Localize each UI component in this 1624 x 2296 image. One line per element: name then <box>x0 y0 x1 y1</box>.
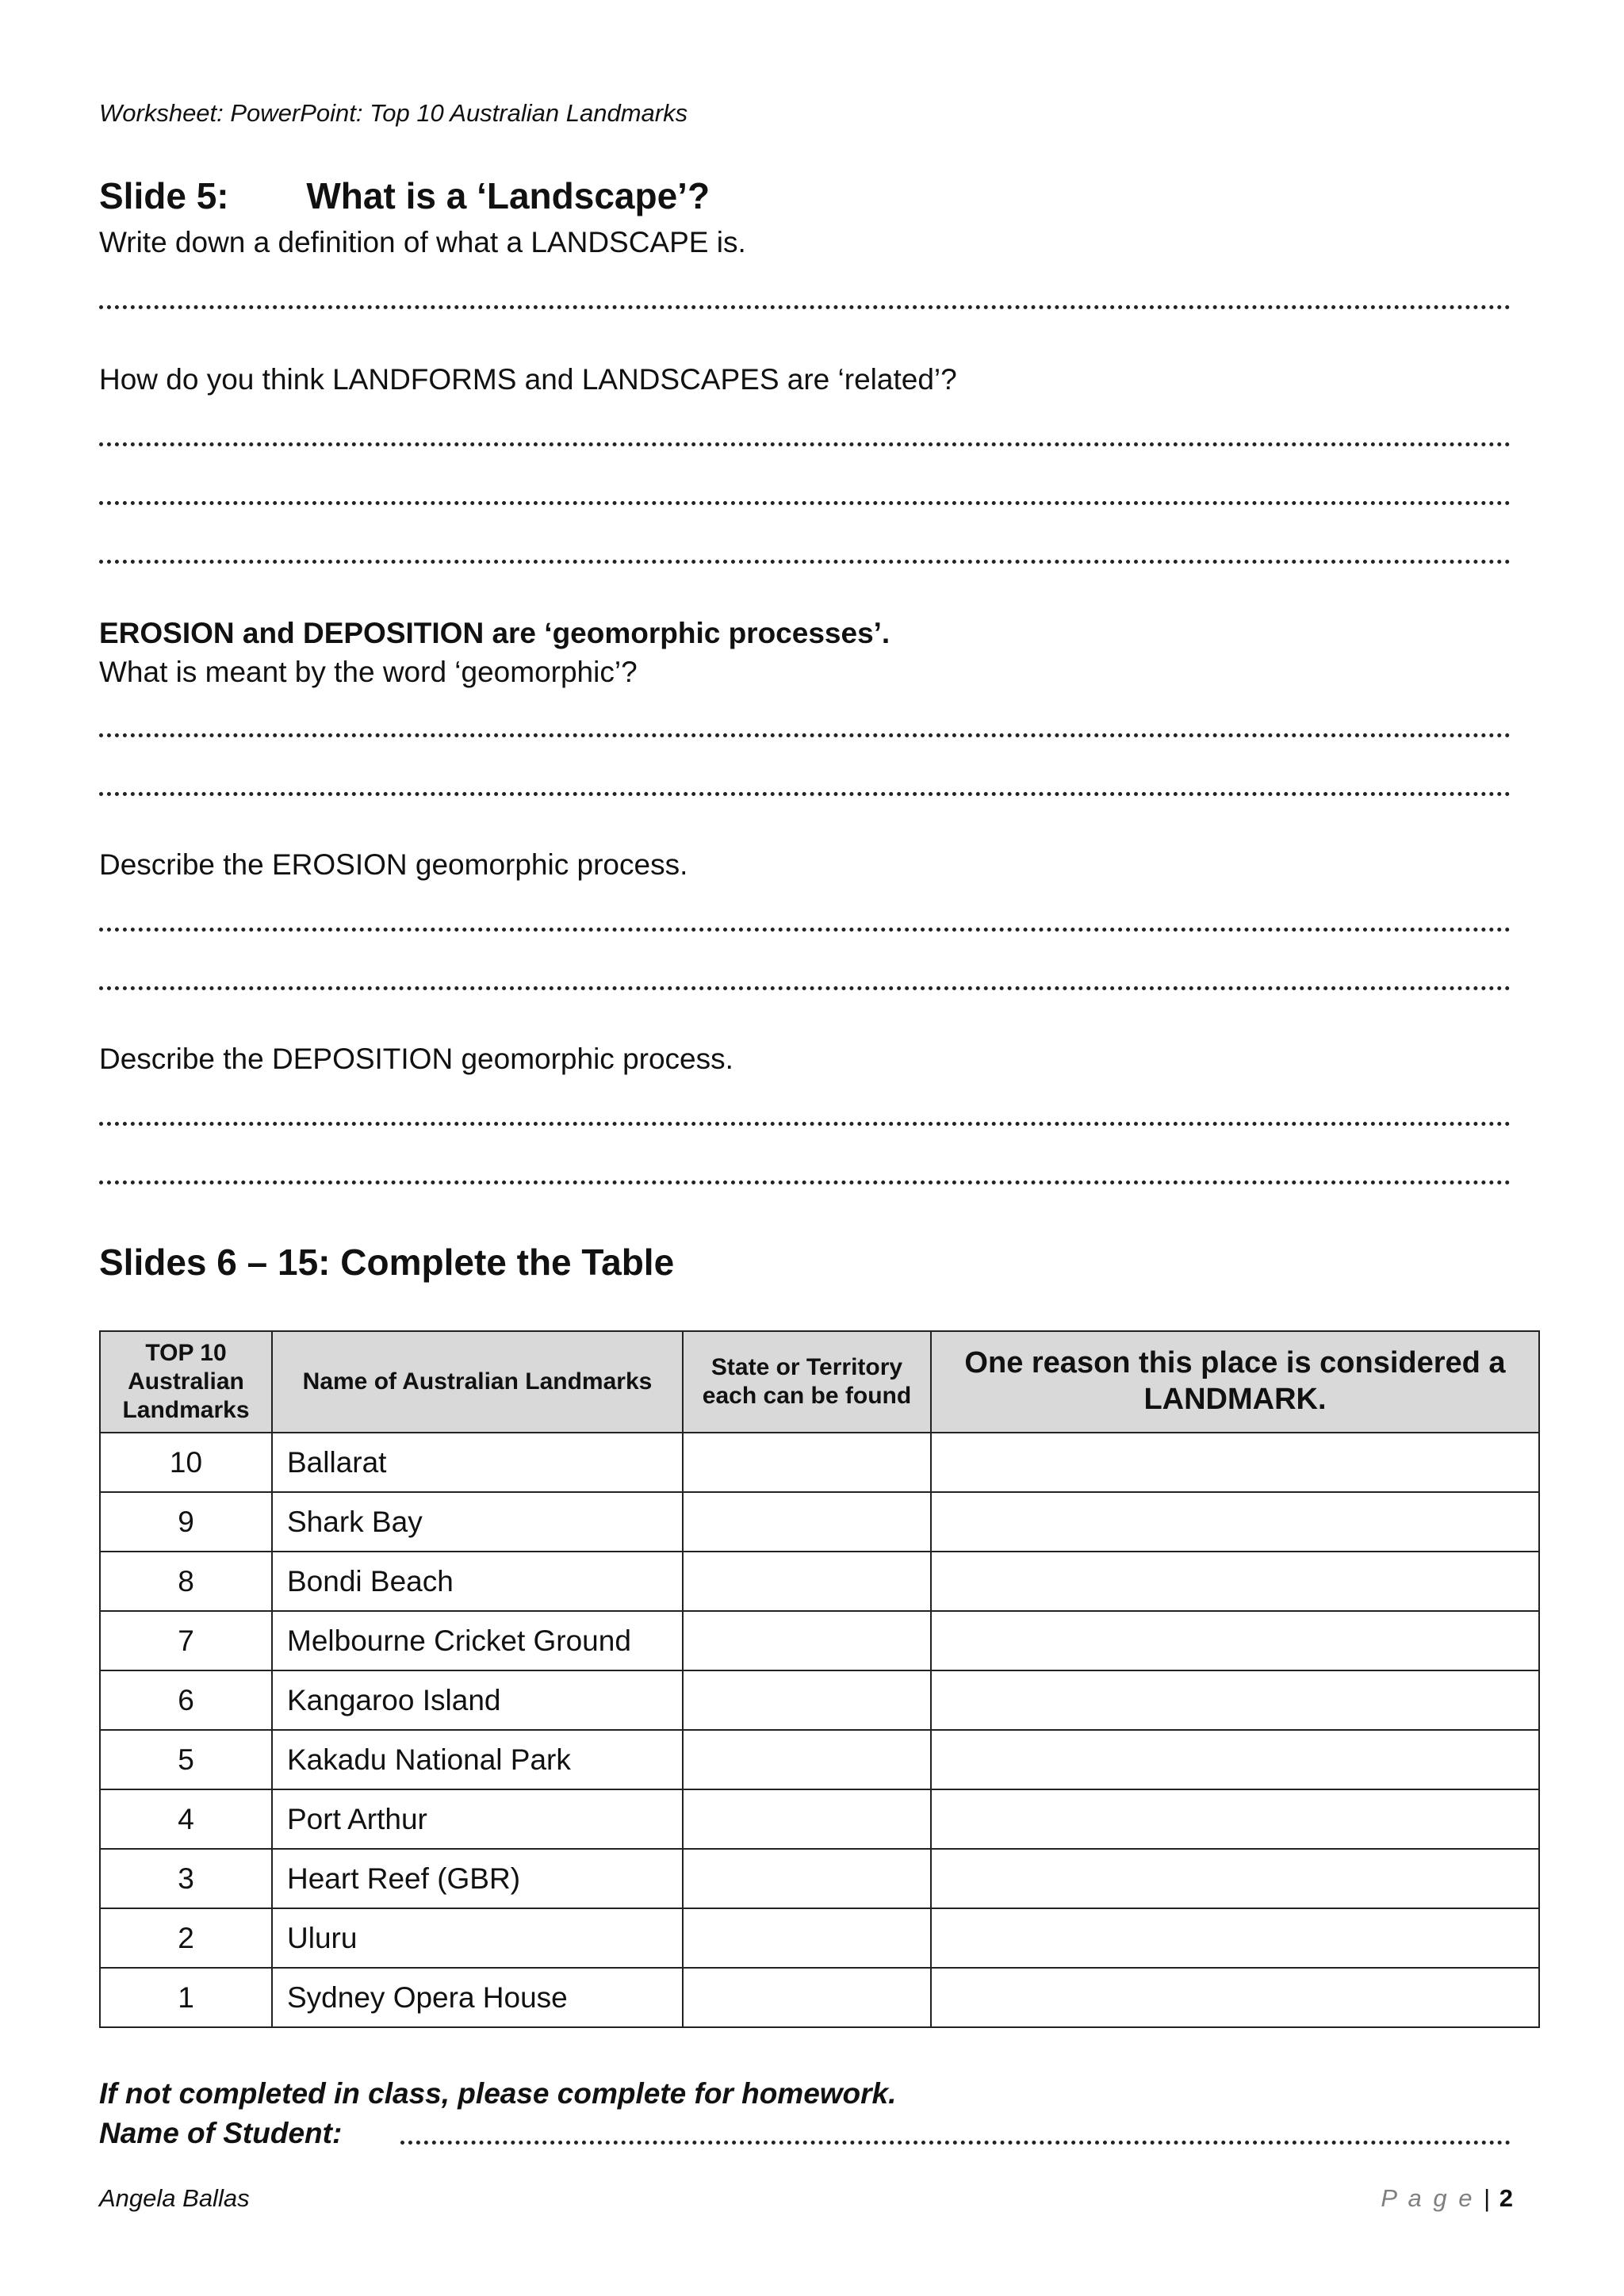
reason-cell[interactable] <box>931 1492 1539 1552</box>
question-landscape-definition: Write down a definition of what a LANDSCAPE is. <box>99 226 746 258</box>
landmarks-table <box>99 1330 1540 2028</box>
student-name-label: Name of Student: <box>99 2117 343 2149</box>
rank-cell: 9 <box>100 1492 272 1552</box>
geomorphic-processes-statement: EROSION and DEPOSITION are ‘geomorphic processes’. <box>99 617 891 649</box>
state-cell[interactable] <box>683 1789 931 1849</box>
answer-line[interactable] <box>99 928 1511 932</box>
homework-note: If not completed in class, please complete for homework. <box>99 2077 897 2110</box>
landmark-name-cell: Kakadu National Park <box>272 1730 683 1789</box>
answer-line[interactable] <box>99 792 1511 796</box>
table-row <box>100 1552 1539 1611</box>
page-indicator: P a g e | 2 <box>1381 2184 1513 2212</box>
rank-cell: 5 <box>100 1730 272 1789</box>
landmark-name-cell: Uluru <box>272 1908 683 1968</box>
page-label: P a g e <box>1381 2184 1475 2212</box>
table-row <box>100 1433 1539 1492</box>
reason-cell[interactable] <box>931 1968 1539 2027</box>
state-cell[interactable] <box>683 1670 931 1730</box>
rank-cell: 4 <box>100 1789 272 1849</box>
author-name: Angela Ballas <box>99 2184 250 2212</box>
header-reason: One reason this place is considered a LANDMARK. <box>931 1331 1539 1433</box>
reason-cell[interactable] <box>931 1849 1539 1908</box>
slide5-title: What is a ‘Landscape’? <box>306 175 710 216</box>
state-cell[interactable] <box>683 1730 931 1789</box>
rank-cell: 10 <box>100 1433 272 1492</box>
table-row <box>100 1849 1539 1908</box>
state-cell[interactable] <box>683 1611 931 1670</box>
table-header-row <box>100 1331 1539 1433</box>
slides6-15-title: Slides 6 – 15: Complete the Table <box>99 1242 675 1283</box>
table-row <box>100 1670 1539 1730</box>
rank-cell: 7 <box>100 1611 272 1670</box>
rank-cell: 8 <box>100 1552 272 1611</box>
rank-cell: 6 <box>100 1670 272 1730</box>
reason-cell[interactable] <box>931 1670 1539 1730</box>
landmark-name-cell: Ballarat <box>272 1433 683 1492</box>
landmark-name-cell: Shark Bay <box>272 1492 683 1552</box>
state-cell[interactable] <box>683 1849 931 1908</box>
state-cell[interactable] <box>683 1908 931 1968</box>
answer-line[interactable] <box>99 305 1511 309</box>
answer-line[interactable] <box>99 1181 1511 1184</box>
header-rank: TOP 10 Australian Landmarks <box>100 1331 272 1433</box>
landmark-name-cell: Heart Reef (GBR) <box>272 1849 683 1908</box>
landmark-name-cell: Kangaroo Island <box>272 1670 683 1730</box>
table-row <box>100 1492 1539 1552</box>
table-row <box>100 1789 1539 1849</box>
landmark-name-cell: Port Arthur <box>272 1789 683 1849</box>
student-name-line[interactable] <box>400 2141 1511 2145</box>
answer-line[interactable] <box>99 733 1511 737</box>
answer-line[interactable] <box>99 986 1511 990</box>
table-row <box>100 1611 1539 1670</box>
state-cell[interactable] <box>683 1492 931 1552</box>
slide5-heading <box>99 174 710 217</box>
header-name: Name of Australian Landmarks <box>272 1331 683 1433</box>
slide5-label: Slide 5: <box>99 175 229 216</box>
reason-cell[interactable] <box>931 1730 1539 1789</box>
reason-cell[interactable] <box>931 1789 1539 1849</box>
reason-cell[interactable] <box>931 1552 1539 1611</box>
question-landforms-related: How do you think LANDFORMS and LANDSCAPES are ‘related’? <box>99 363 957 396</box>
landmark-name-cell: Melbourne Cricket Ground <box>272 1611 683 1670</box>
table-row <box>100 1908 1539 1968</box>
rank-cell: 1 <box>100 1968 272 2027</box>
reason-cell[interactable] <box>931 1433 1539 1492</box>
page-number: 2 <box>1499 2184 1513 2212</box>
landmark-name-cell: Sydney Opera House <box>272 1968 683 2027</box>
question-geomorphic-meaning: What is meant by the word ‘geomorphic’? <box>99 656 638 688</box>
state-cell[interactable] <box>683 1552 931 1611</box>
answer-line[interactable] <box>99 442 1511 446</box>
reason-cell[interactable] <box>931 1908 1539 1968</box>
question-erosion: Describe the EROSION geomorphic process. <box>99 848 688 881</box>
worksheet-header: Worksheet: PowerPoint: Top 10 Australian Landmarks <box>99 99 688 127</box>
rank-cell: 2 <box>100 1908 272 1968</box>
state-cell[interactable] <box>683 1433 931 1492</box>
landmark-name-cell: Bondi Beach <box>272 1552 683 1611</box>
rank-cell: 3 <box>100 1849 272 1908</box>
question-deposition: Describe the DEPOSITION geomorphic process. <box>99 1043 733 1075</box>
answer-line[interactable] <box>99 560 1511 564</box>
answer-line[interactable] <box>99 1122 1511 1126</box>
answer-line[interactable] <box>99 501 1511 505</box>
state-cell[interactable] <box>683 1968 931 2027</box>
reason-cell[interactable] <box>931 1611 1539 1670</box>
table-row <box>100 1730 1539 1789</box>
header-state: State or Territory each can be found <box>683 1331 931 1433</box>
table-row <box>100 1968 1539 2027</box>
